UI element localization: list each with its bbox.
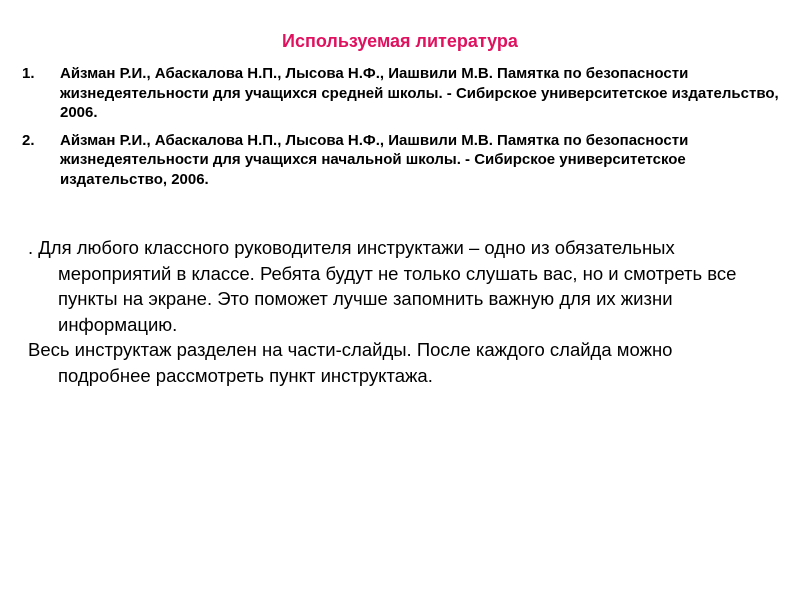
body-paragraph: . Для любого классного руководителя инструктажи – одно из обязательных мероприятий в классе. Ребята будут не только слушать вас, но и смотреть все пункты на экране. Это поможет лучше запомнить важную для их жизни информацию. [28,237,737,335]
reference-text: Айзман Р.И., Абаскалова Н.П., Лысова Н.Ф., Иашвили М.В. Памятка по безопасности жизнедеятельности для учащихся средней школы. - Сибирское университетское издательство, 2006. [60,65,779,121]
reference-number: 1. [22,65,35,82]
reference-text: Айзман Р.И., Абаскалова Н.П., Лысова Н.Ф., Иашвили М.В. Памятка по безопасности жизнедеятельности для учащихся начальной школы. - Сибирское университетское издательство, 2006. [60,131,689,188]
reference-list [22,64,782,197]
body-text [28,235,758,388]
slide-title: Используемая литература [282,31,518,51]
body-paragraph: Весь инструктаж разделен на части-слайды. После каждого слайда можно подробнее рассмотреть пункт инструктажа. [28,339,673,386]
reference-item [22,131,782,190]
reference-number: 2. [22,131,35,149]
reference-item [22,64,782,123]
